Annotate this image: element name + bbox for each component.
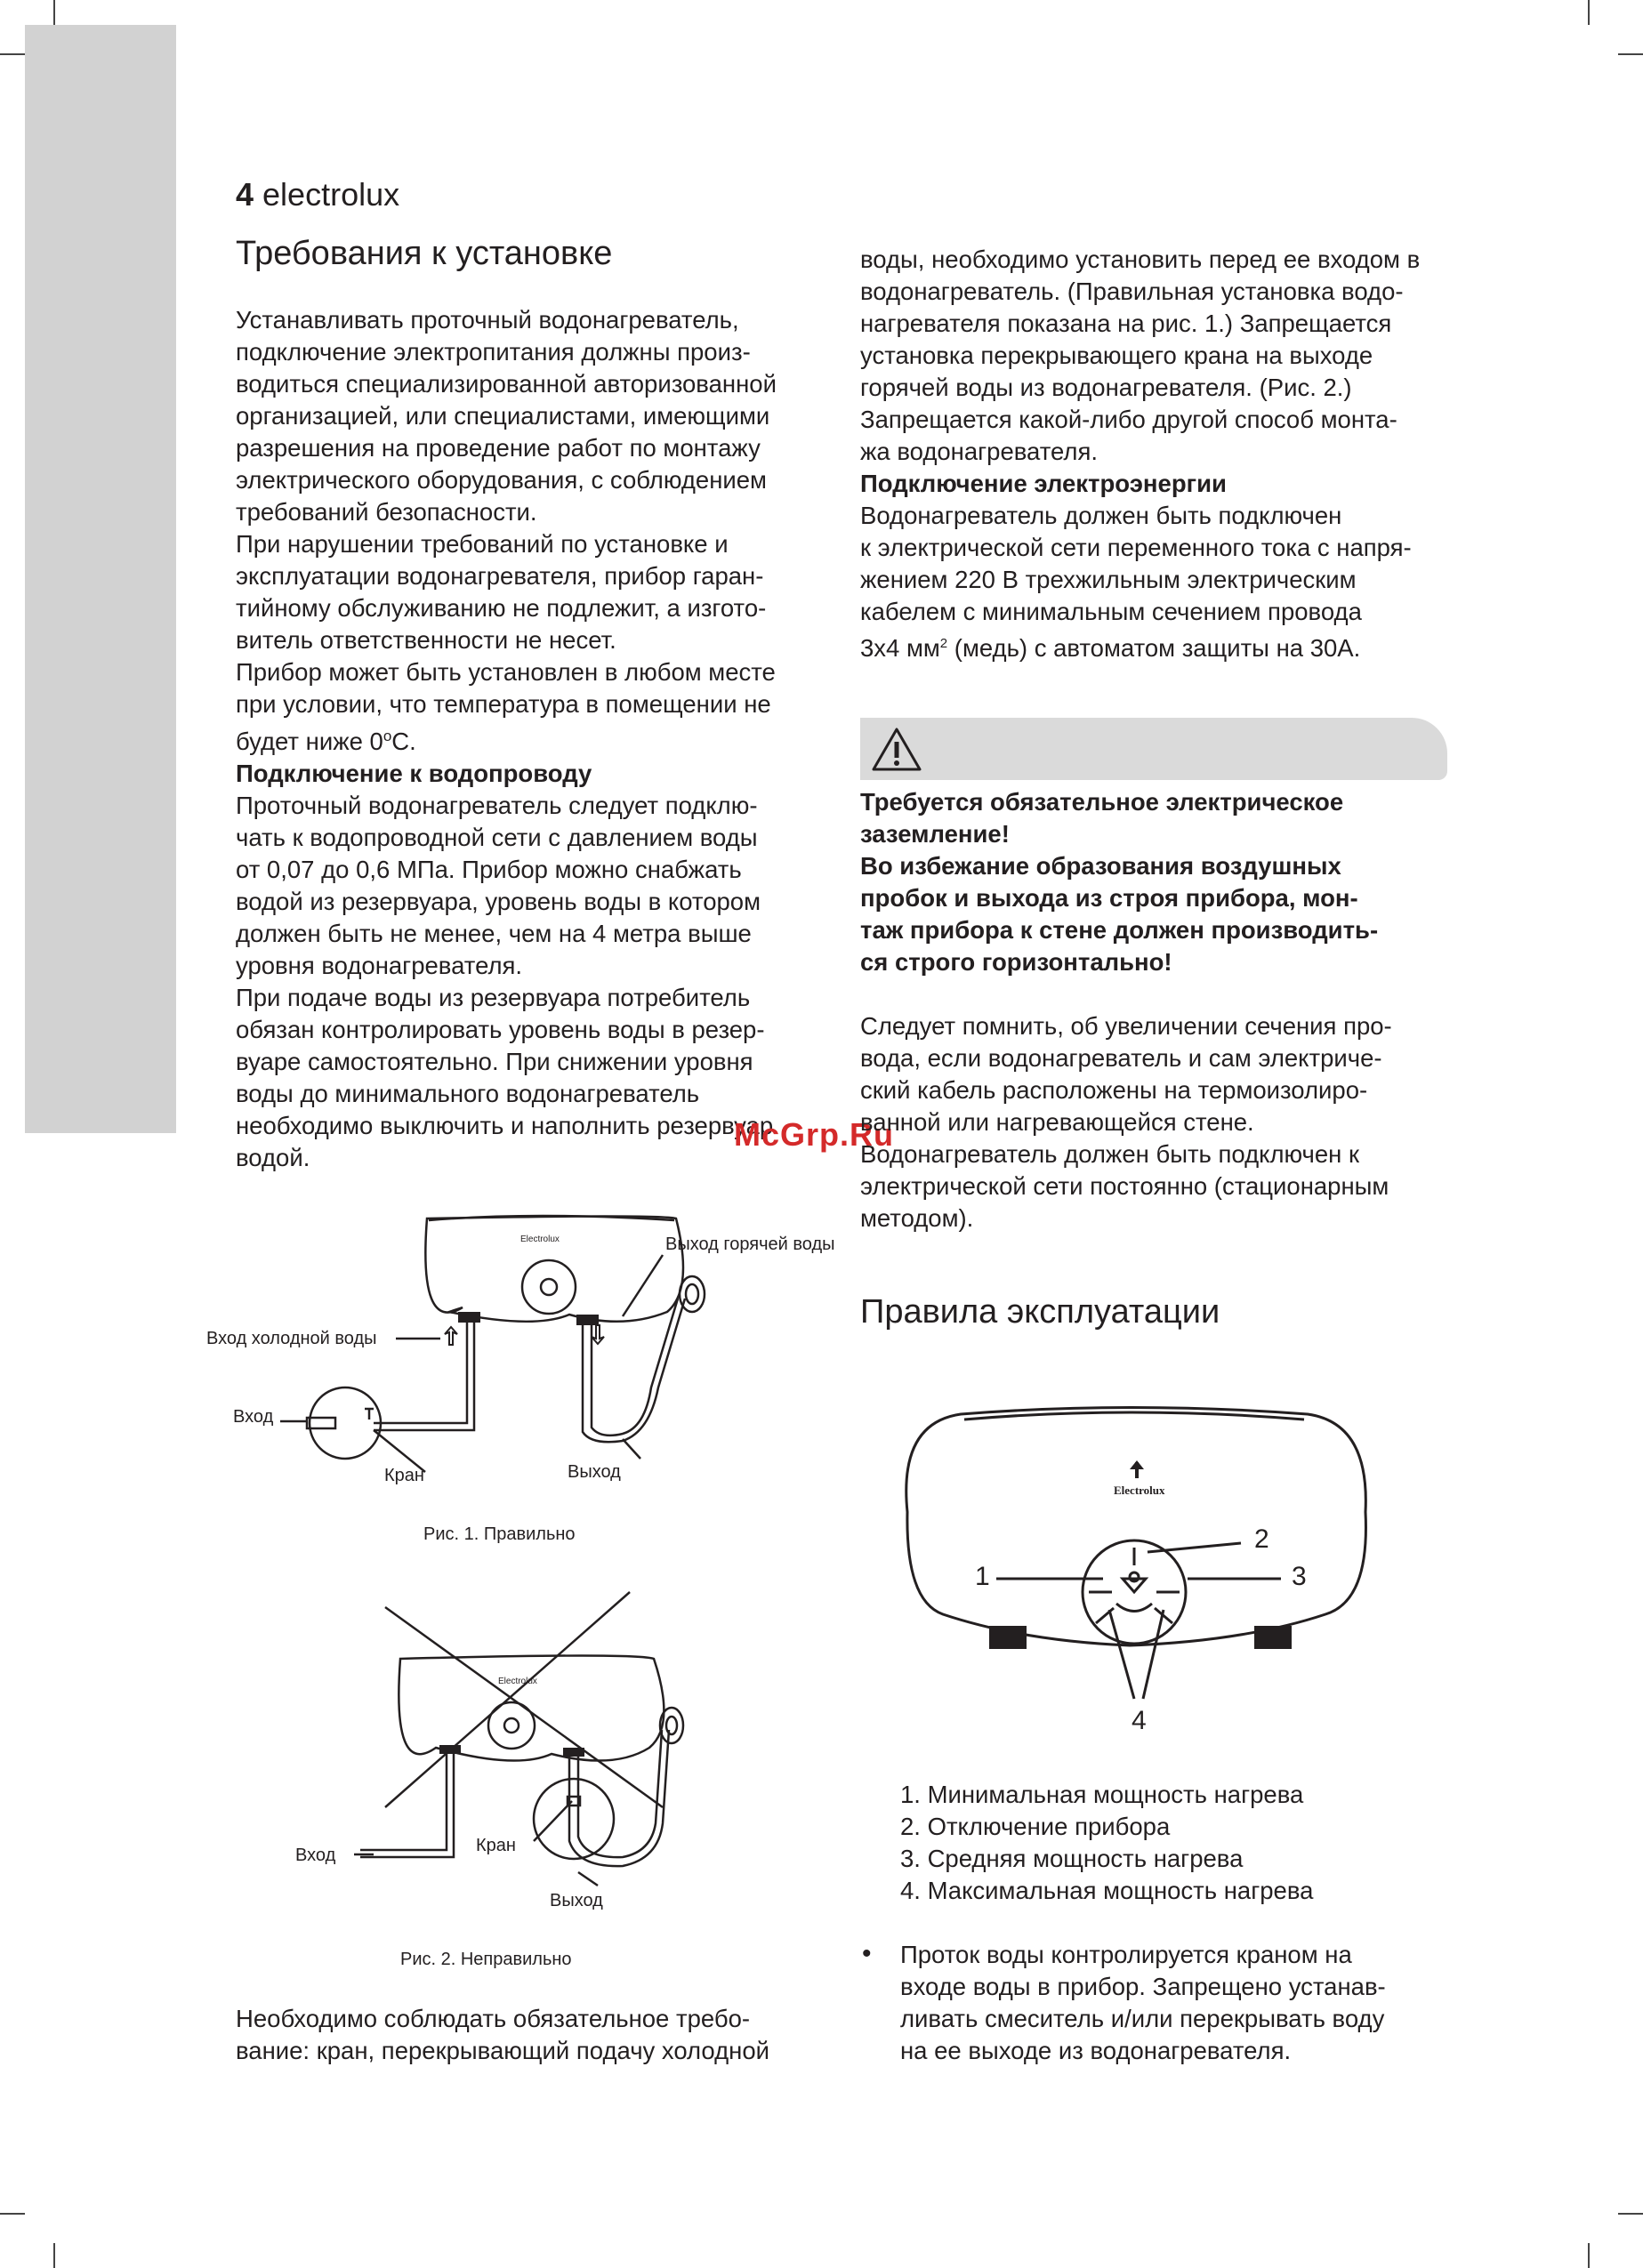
para-line: водонагреватель. (Правильная установка водо- (860, 277, 1404, 305)
para-line: нагревателя показана на рис. 1.) Запрещается (860, 310, 1392, 337)
para-line: Необходимо соблюдать обязательное требо- (236, 2005, 751, 2032)
para-line: витель ответственности не несет. (236, 626, 616, 654)
list-item: 3. Средняя мощность нагрева (900, 1845, 1244, 1872)
power-connection-heading: Подключение электроэнергии (860, 470, 1227, 497)
fig3-label-2: 2 (1254, 1524, 1269, 1554)
para-line: ский кабель расположены на термоизолиро- (860, 1076, 1368, 1104)
para-line: ванной или нагревающейся стене. (860, 1108, 1254, 1136)
para-line: вода, если водонагреватель и сам электриче- (860, 1044, 1382, 1072)
para-line: жением 220 В трехжильным электрическим (860, 566, 1357, 593)
install-title: Требования к установке (236, 235, 613, 272)
para-line: Устанавливать проточный водонагреватель, (236, 306, 739, 334)
page-number: 4 (236, 176, 254, 213)
para-line: к электрической сети переменного тока с напря- (860, 534, 1412, 561)
temp-pre: будет ниже 0 (236, 728, 383, 756)
warning-line: заземление! (860, 820, 1010, 848)
para-line: Проточный водонагреватель следует подклю- (236, 792, 758, 820)
fig1-hot-outlet-label: Выход горячей воды (665, 1235, 835, 1254)
fig3-label-1: 1 (975, 1562, 990, 1591)
para-line: При нарушении требований по установке и (236, 530, 729, 558)
para-line: Запрещается какой-либо другой способ монта- (860, 406, 1397, 433)
para-line: водиться специализированной авторизованной (236, 370, 777, 398)
para-line: организацией, или специалистами, имеющими (236, 402, 770, 430)
para-line: Следует помнить, об увеличении сечения про- (860, 1012, 1392, 1040)
para-line: вуаре самостоятельно. При снижении уровня (236, 1048, 753, 1076)
para-line: подключение электропитания должны произ- (236, 338, 751, 366)
fig1-inlet-label: Вход (233, 1407, 274, 1427)
para-line: обязан контролировать уровень воды в резер- (236, 1016, 765, 1044)
para-line: Проток воды контролируется краном на (900, 1941, 1352, 1968)
list-item: 4. Максимальная мощность нагрева (900, 1877, 1314, 1904)
bullet-text (900, 1939, 1478, 2067)
list-item: 2. Отключение прибора (900, 1813, 1171, 1840)
para-line: необходимо выключить и наполнить резервуар (236, 1112, 774, 1140)
para-line: Водонагреватель должен быть подключен (860, 502, 1342, 529)
para-line: чать к водопроводной сети с давлением воды (236, 824, 758, 852)
para-line: электрической сети постоянно (стационарным (860, 1172, 1389, 1200)
fig3-label-4: 4 (1132, 1706, 1147, 1735)
watermark: McGrp.Ru (734, 1116, 895, 1153)
heating-modes-list (900, 1779, 1313, 1907)
warning-line: Требуется обязательное электрическое (860, 788, 1344, 816)
para-line: жа водонагревателя. (860, 438, 1098, 465)
fig2-inlet-label: Вход (295, 1846, 336, 1865)
fig2-outlet-label: Выход (550, 1891, 603, 1910)
warning-line: таж прибора к стене должен производить- (860, 916, 1379, 944)
para-line: Прибор может быть установлен в любом месте (236, 658, 776, 686)
para-line: При подаче воды из резервуара потребитель (236, 984, 751, 1012)
fig1-device-brand: Electrolux (520, 1235, 560, 1244)
warning-line: ся строго горизонтально! (860, 948, 1172, 976)
para-line: разрешения на проведение работ по монтажу (236, 434, 761, 462)
brand-name: electrolux (262, 176, 400, 213)
list-item: 1. Минимальная мощность нагрева (900, 1781, 1304, 1808)
para-line: кабелем с минимальным сечением провода (860, 598, 1362, 625)
para-line: электрического оборудования, с соблюдением (236, 466, 767, 494)
operation-title: Правила эксплуатации (860, 1293, 1220, 1331)
para-line: при условии, что температура в помещении не (236, 690, 771, 718)
fig2-caption: Рис. 2. Неправильно (400, 1950, 572, 1969)
cable-post: (медь) с автоматом защиты на 30А. (947, 634, 1361, 663)
para-line: Водонагреватель должен быть подключен к (860, 1140, 1360, 1168)
fig2-device-brand: Electrolux (498, 1677, 537, 1686)
fig3-brand: Electrolux (1114, 1484, 1165, 1497)
para-line: ливать смеситель и/или перекрывать воду (900, 2005, 1385, 2032)
warning-line: Во избежание образования воздушных (860, 852, 1341, 880)
para-line: воды до минимального водонагреватель (236, 1080, 700, 1108)
para-line: воды, необходимо установить перед ее входом в (860, 245, 1421, 273)
para-line: входе воды в прибор. Запрещено устанав- (900, 1973, 1386, 2000)
para-line: установка перекрывающего крана на выходе (860, 342, 1373, 369)
fig1-outlet-label: Выход (568, 1462, 621, 1482)
para-line: эксплуатации водонагревателя, прибор гаран- (236, 562, 764, 590)
para-line: методом). (860, 1204, 974, 1232)
bullet-dot-icon: • (862, 1939, 872, 1968)
para-line: вание: кран, перекрывающий подачу холодной (236, 2037, 769, 2064)
degree-sup: о (383, 728, 392, 744)
cable-pre: 3x4 мм (860, 634, 940, 663)
para-line: требований безопасности. (236, 498, 537, 526)
para-line: тийному обслуживанию не подлежит, а изгото- (236, 594, 767, 622)
para-line: должен быть не менее, чем на 4 метра выше (236, 920, 752, 948)
para-line: от 0,07 до 0,6 МПа. Прибор можно снабжать (236, 856, 742, 884)
fig1-cold-inlet-label: Вход холодной воды (206, 1329, 377, 1348)
para-line: водой. (236, 1144, 310, 1172)
para-line: горячей воды из водонагревателя. (Рис. 2.) (860, 374, 1352, 401)
temp-post: С. (391, 728, 416, 756)
cable-sup: 2 (939, 636, 948, 651)
fig1-tap-label: Кран (384, 1466, 424, 1485)
para-line: на ее выходе из водонагревателя. (900, 2037, 1292, 2064)
para-line: водой из резервуара, уровень воды в котором (236, 888, 761, 916)
fig2-tap-label: Кран (476, 1836, 516, 1855)
para-line: уровня водонагревателя. (236, 952, 523, 980)
water-connection-heading: Подключение к водопроводу (236, 760, 592, 788)
warning-line: пробок и выхода из строя прибора, мон- (860, 884, 1358, 912)
fig3-label-3: 3 (1292, 1562, 1307, 1591)
fig1-caption: Рис. 1. Правильно (423, 1524, 576, 1544)
